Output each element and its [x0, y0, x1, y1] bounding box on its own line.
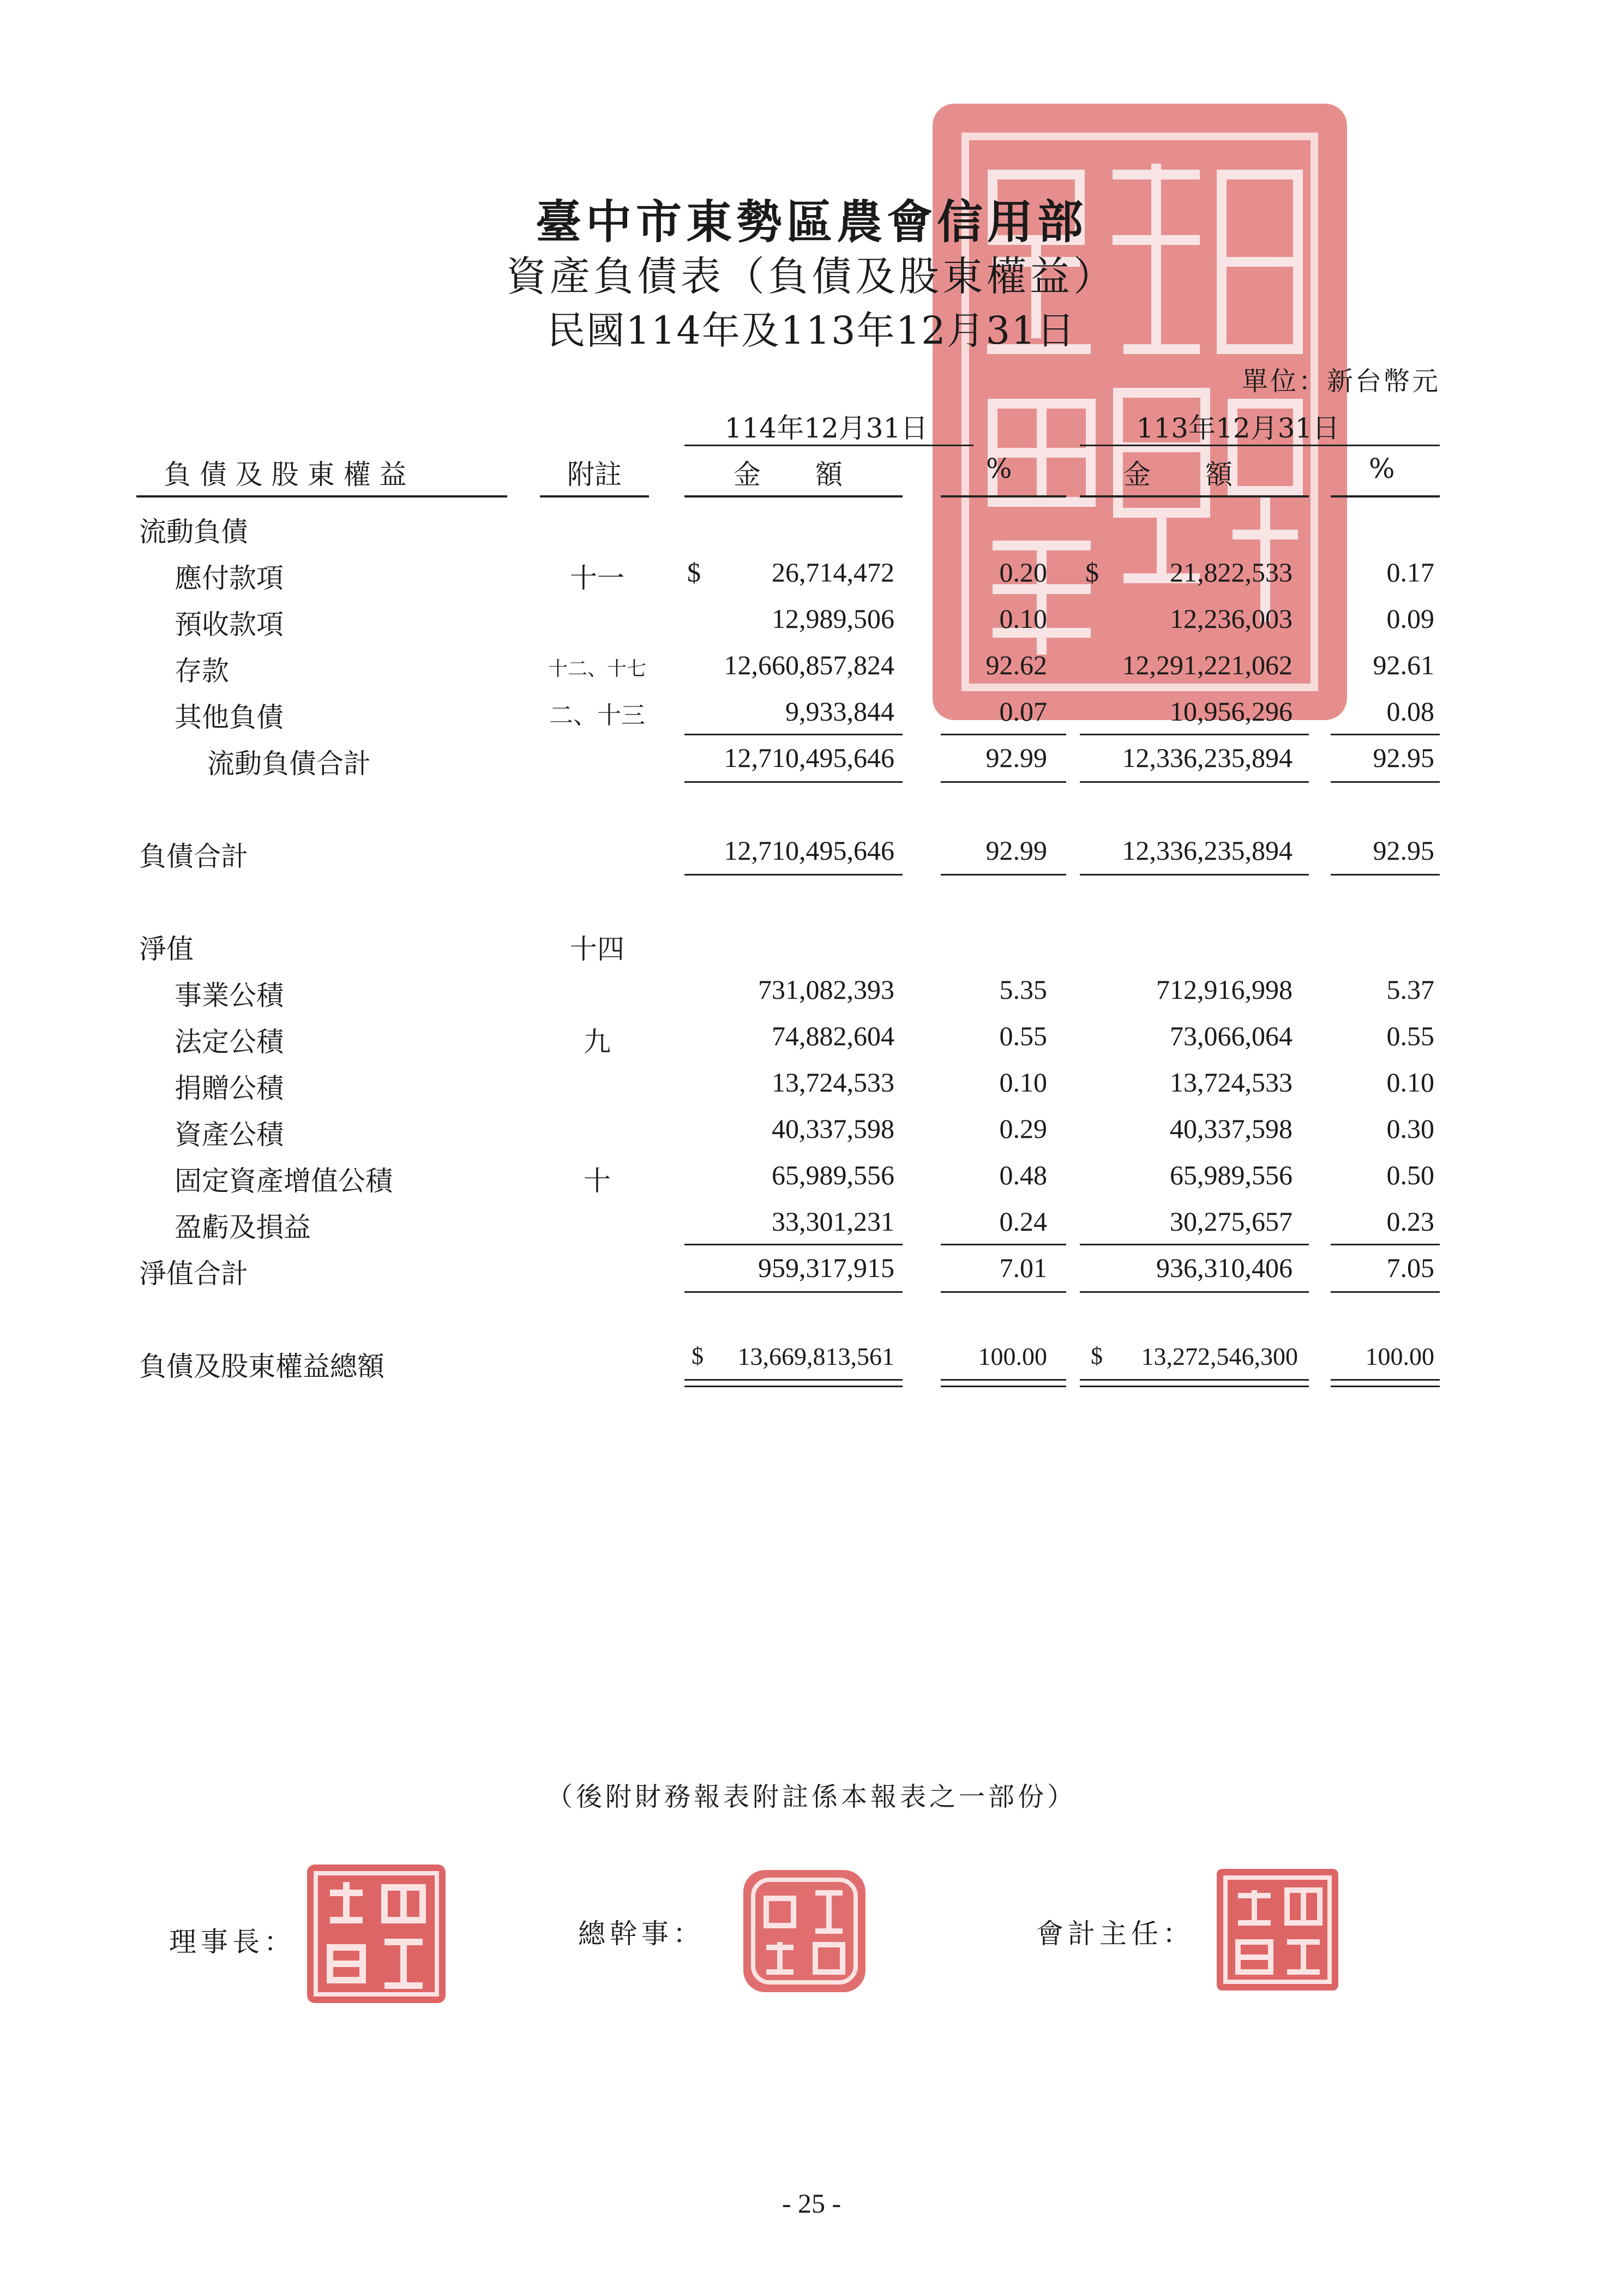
amount-2024: 40,337,598 — [1170, 1113, 1293, 1144]
dollar-sign: $ — [1085, 557, 1099, 588]
label-column-header: 負 債 及 股 東 權 益 — [164, 459, 407, 490]
subtotal-rule — [1080, 734, 1309, 735]
header-rule-amount-2025 — [684, 495, 903, 497]
amount-2024: 12,336,235,894 — [1122, 835, 1293, 866]
row-label: 資產公積 — [175, 1119, 284, 1150]
pct-2025: 92.99 — [985, 742, 1047, 773]
row-note: 十二、十七 — [548, 658, 646, 680]
amount-2025: 74,882,604 — [772, 1021, 894, 1051]
amount-2025-header: 金 額 — [734, 459, 843, 490]
general-manager-seal — [739, 1866, 870, 1997]
chairman-seal — [303, 1860, 450, 2007]
amount-2025: 65,989,556 — [772, 1160, 894, 1190]
subtotal-rule — [1080, 1244, 1309, 1245]
pct-2024: 0.50 — [1386, 1160, 1434, 1190]
row-label: 其他負債 — [175, 702, 284, 733]
accounting-head-label: 會計主任： — [1036, 1918, 1194, 1950]
row-label: 流動負債合計 — [207, 748, 371, 780]
amount-2024: 10,956,296 — [1170, 696, 1293, 727]
currency-unit: 單位：新台幣元 — [1241, 366, 1440, 397]
row-label: 應付款項 — [175, 562, 284, 594]
row-note: 十一 — [570, 562, 624, 594]
row-label: 淨值 — [139, 933, 194, 965]
header-rule-label — [136, 495, 507, 497]
pct-2024: 100.00 — [1365, 1342, 1434, 1370]
pct-2025: 92.62 — [985, 650, 1047, 680]
pct-2025: 5.35 — [999, 974, 1047, 1005]
amount-2024: 65,989,556 — [1170, 1160, 1293, 1190]
page-number: - 25 - — [782, 2188, 841, 2219]
total-rule — [684, 781, 903, 783]
amount-2025: 12,710,495,646 — [724, 742, 894, 773]
pct-2024: 92.95 — [1373, 835, 1434, 866]
dollar-sign: $ — [692, 1342, 704, 1369]
pct-2024: 0.23 — [1386, 1206, 1434, 1237]
amount-2025: 959,317,915 — [758, 1252, 894, 1283]
pct-2024: 0.09 — [1386, 603, 1434, 634]
amount-2024: 936,310,406 — [1156, 1252, 1293, 1283]
amount-2024: 12,336,235,894 — [1122, 742, 1293, 773]
row-note: 二、十三 — [549, 702, 645, 729]
header-rule-pct-2024 — [1331, 495, 1440, 497]
total-rule — [1080, 874, 1309, 876]
amount-2024: 30,275,657 — [1170, 1206, 1293, 1237]
total-rule — [1331, 781, 1440, 783]
pct-2025-header: % — [986, 453, 1012, 484]
report-title: 資產負債表（負債及股東權益） — [506, 253, 1117, 300]
pct-2025: 0.24 — [999, 1206, 1047, 1237]
grand-total-rule — [1331, 1379, 1440, 1381]
pct-2024: 0.08 — [1386, 696, 1434, 727]
subtotal-rule — [684, 734, 903, 735]
subtotal-rule — [1331, 1244, 1440, 1245]
total-rule — [1080, 1291, 1309, 1293]
total-rule — [941, 781, 1066, 783]
grand-total-rule — [1080, 1386, 1309, 1387]
header-rule-note — [540, 495, 649, 497]
period-2025-header: 114年12月31日 — [724, 412, 928, 444]
subtotal-rule — [684, 1244, 903, 1245]
dollar-sign: $ — [1091, 1342, 1103, 1369]
header-rule-amount-2024 — [1080, 495, 1309, 497]
total-rule — [1080, 781, 1309, 783]
chairman-label: 理事長： — [169, 1926, 296, 1958]
row-label: 淨值合計 — [139, 1258, 248, 1290]
pct-2025: 0.07 — [999, 696, 1047, 727]
pct-2025: 92.99 — [985, 835, 1047, 866]
pct-2025: 0.55 — [999, 1021, 1047, 1051]
total-rule — [1331, 1291, 1440, 1293]
pct-2025: 0.29 — [999, 1113, 1047, 1144]
row-note: 十四 — [570, 933, 624, 965]
pct-2024: 0.30 — [1386, 1113, 1434, 1144]
row-label: 負債合計 — [139, 841, 248, 872]
footer-note: （後附財務報表附註係本報表之一部份） — [546, 1782, 1077, 1812]
total-rule — [684, 874, 903, 876]
pct-2025: 100.00 — [978, 1342, 1047, 1370]
amount-2025: 13,669,813,561 — [737, 1342, 894, 1370]
pct-2024: 92.61 — [1373, 650, 1434, 680]
subtotal-rule — [941, 1244, 1066, 1245]
pct-2024: 0.55 — [1386, 1021, 1434, 1051]
amount-2025: 9,933,844 — [785, 696, 894, 727]
grand-total-rule — [941, 1386, 1066, 1387]
pct-2024: 0.10 — [1386, 1067, 1434, 1098]
amount-2025: 33,301,231 — [772, 1206, 894, 1237]
pct-2025: 7.01 — [999, 1252, 1047, 1283]
amount-2025: 13,724,533 — [772, 1067, 894, 1098]
pct-2025: 0.10 — [999, 1067, 1047, 1098]
amount-2025: 12,710,495,646 — [724, 835, 894, 866]
grand-total-rule — [941, 1379, 1066, 1381]
note-column-header: 附註 — [567, 459, 622, 490]
accounting-head-seal — [1213, 1866, 1342, 1994]
amount-2024: 73,066,064 — [1170, 1021, 1293, 1051]
general-manager-label: 總幹事： — [578, 1918, 705, 1950]
amount-2024: 12,291,221,062 — [1122, 650, 1293, 680]
grand-total-rule — [1080, 1379, 1309, 1381]
grand-total-rule — [684, 1379, 903, 1381]
amount-2024: 21,822,533 — [1170, 557, 1293, 588]
amount-2024: 12,236,003 — [1170, 603, 1293, 634]
pct-2024: 7.05 — [1386, 1252, 1434, 1283]
total-rule — [941, 1291, 1066, 1293]
period-2025-rule — [684, 445, 973, 446]
total-rule — [1331, 874, 1440, 876]
pct-2024: 0.17 — [1386, 557, 1434, 588]
amount-2025: 12,660,857,824 — [724, 650, 894, 680]
amount-2025: 26,714,472 — [772, 557, 894, 588]
dollar-sign: $ — [687, 557, 701, 588]
pct-2025: 0.48 — [999, 1160, 1047, 1190]
row-label: 固定資產增值公積 — [175, 1165, 393, 1197]
total-rule — [941, 874, 1066, 876]
pct-2025: 0.10 — [999, 603, 1047, 634]
row-label: 流動負債 — [139, 516, 248, 548]
grand-total-rule — [1331, 1386, 1440, 1387]
pct-2024: 5.37 — [1386, 974, 1434, 1005]
amount-2025: 12,989,506 — [772, 603, 894, 634]
pct-2025: 0.20 — [999, 557, 1047, 588]
row-label: 事業公積 — [175, 980, 284, 1011]
amount-2025: 40,337,598 — [772, 1113, 894, 1144]
row-label: 存款 — [175, 655, 229, 687]
amount-2025: 731,082,393 — [758, 974, 894, 1005]
amount-2024: 712,916,998 — [1156, 974, 1293, 1005]
amount-2024: 13,272,546,300 — [1141, 1342, 1298, 1370]
row-label: 盈虧及損益 — [175, 1212, 311, 1243]
period-2024-header: 113年12月31日 — [1136, 412, 1340, 444]
company-title: 臺中市東勢區農會信用部 — [535, 195, 1087, 249]
row-label: 負債及股東權益總額 — [139, 1351, 384, 1382]
row-label: 法定公積 — [175, 1026, 284, 1058]
subtotal-rule — [1331, 734, 1440, 735]
report-period: 民國114年及113年12月31日 — [547, 308, 1076, 353]
pct-2024: 92.95 — [1373, 742, 1434, 773]
amount-2024: 13,724,533 — [1170, 1067, 1293, 1098]
row-label: 捐贈公積 — [175, 1072, 284, 1104]
row-note: 九 — [584, 1026, 611, 1058]
header-rule-pct-2025 — [941, 495, 1066, 497]
period-2024-rule — [1080, 445, 1440, 446]
subtotal-rule — [941, 734, 1066, 735]
total-rule — [684, 1291, 903, 1293]
amount-2024-header: 金 額 — [1123, 459, 1233, 490]
pct-2024-header: % — [1369, 453, 1395, 484]
row-label: 預收款項 — [175, 609, 284, 640]
row-note: 十 — [584, 1165, 611, 1197]
grand-total-rule — [684, 1386, 903, 1387]
